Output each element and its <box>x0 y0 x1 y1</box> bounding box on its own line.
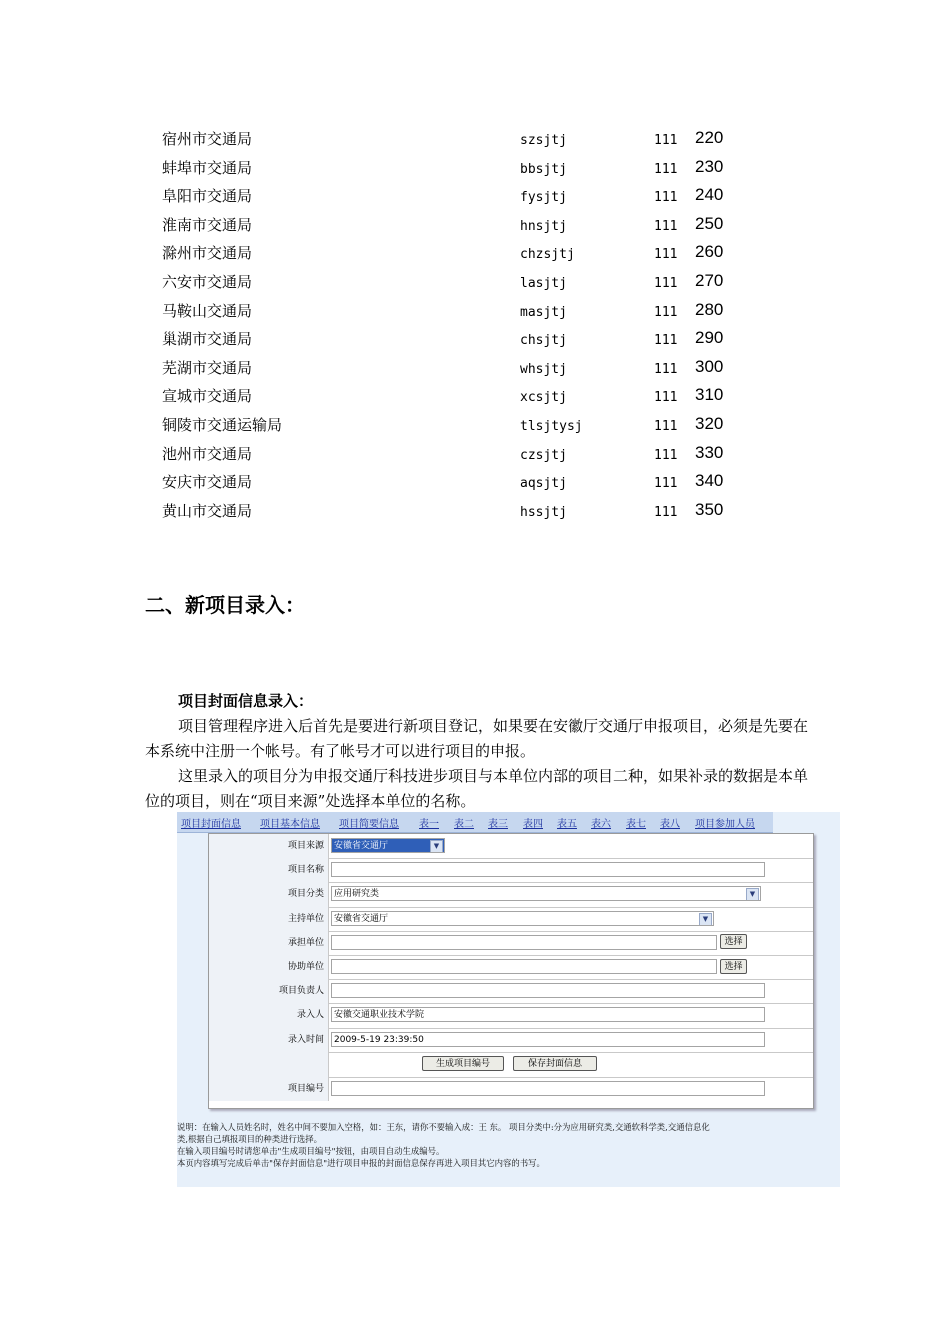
account-table <box>162 127 762 527</box>
category-select[interactable] <box>331 886 761 901</box>
paragraph-2 <box>145 764 815 814</box>
account-username: hnsjtj <box>520 218 567 234</box>
account-password: 111 <box>654 476 678 492</box>
account-code: 260 <box>695 242 724 262</box>
account-username: whsjtj <box>520 361 567 377</box>
account-code: 230 <box>695 156 724 176</box>
account-password: 111 <box>654 275 678 291</box>
row-buttons <box>209 1052 813 1078</box>
row-source <box>209 834 813 859</box>
assist-input[interactable] <box>331 959 717 974</box>
account-code: 330 <box>695 442 724 462</box>
account-row <box>162 356 762 385</box>
entry-time-label: 录入时间 <box>209 1028 329 1052</box>
account-row <box>162 413 762 442</box>
account-username: aqsjtj <box>520 476 567 492</box>
account-code: 310 <box>695 385 724 405</box>
leader-label: 项目负责人 <box>209 979 329 1003</box>
category-value: 应用研究类 <box>334 889 380 900</box>
account-name: 安庆市交通局 <box>162 473 253 492</box>
account-code: 250 <box>695 213 724 233</box>
account-password: 111 <box>654 447 678 463</box>
source-value: 安徽省交通厅 <box>334 841 389 851</box>
tab-table-2[interactable]: 表二 <box>454 819 474 830</box>
paragraph-2-text: 这里录入的项目分为申报交通厅科技进步项目与本单位内部的项目二种，如果补录的数据是本单位的项目，则在“项目来源”处选择本单位的名称。 <box>145 767 809 810</box>
note-line: 在输入项目编号时请您单击"生成项目编号"按钮，由项目自动生成编号。 <box>177 1146 445 1156</box>
row-assist <box>209 955 813 980</box>
row-name <box>209 858 813 883</box>
account-name: 池州市交通局 <box>162 444 253 463</box>
tab-table-3[interactable]: 表三 <box>488 819 508 830</box>
account-row <box>162 442 762 471</box>
account-name: 六安市交通局 <box>162 272 253 291</box>
account-username: czsjtj <box>520 447 567 463</box>
account-name: 芜湖市交通局 <box>162 358 253 377</box>
host-select[interactable] <box>331 911 714 926</box>
name-input[interactable] <box>331 862 765 877</box>
project-no-label: 项目编号 <box>209 1077 329 1101</box>
assist-select-button[interactable]: 选择 <box>720 959 747 974</box>
account-row <box>162 127 762 156</box>
tab-bar <box>177 812 773 833</box>
generate-number-button[interactable]: 生成项目编号 <box>422 1056 504 1071</box>
note-line: 类,根据自己填报项目的种类进行选择。 <box>177 1134 323 1144</box>
account-password: 111 <box>654 218 678 234</box>
account-row <box>162 470 762 499</box>
account-username: xcsjtj <box>520 390 567 406</box>
row-project-no <box>209 1077 813 1101</box>
undertaker-input[interactable] <box>331 935 717 950</box>
tab-table-6[interactable]: 表六 <box>591 819 611 830</box>
tab-brief-info[interactable]: 项目简要信息 <box>339 819 399 830</box>
buttons-label-cell <box>209 1052 329 1077</box>
tab-table-4[interactable]: 表四 <box>523 819 543 830</box>
account-name: 铜陵市交通运输局 <box>162 415 283 434</box>
paragraph-1 <box>145 714 815 764</box>
account-username: chzsjtj <box>520 247 575 263</box>
host-label: 主持单位 <box>209 907 329 931</box>
note-line: 说明：在输入人员姓名时，姓名中间不要加入空格，如：王东，请你不要输入成：王 东。 项目分类中:分为应用研究类,交通软科学类,交通信息化 <box>177 1122 710 1132</box>
account-username: bbsjtj <box>520 161 567 177</box>
row-undertaker <box>209 931 813 956</box>
account-password: 111 <box>654 333 678 349</box>
account-name: 马鞍山交通局 <box>162 301 253 320</box>
account-code: 240 <box>695 185 724 205</box>
account-code: 300 <box>695 356 724 376</box>
account-row <box>162 241 762 270</box>
leader-input[interactable] <box>331 983 765 998</box>
tab-table-8[interactable]: 表八 <box>660 819 680 830</box>
source-select[interactable] <box>331 838 445 853</box>
tab-table-7[interactable]: 表七 <box>626 819 646 830</box>
chevron-down-icon[interactable]: ▼ <box>430 840 443 853</box>
paragraph-1-text: 项目管理程序进入后首先是要进行新项目登记，如果要在安徽厅交通厅申报项目，必须是先要在本系统中注册一个帐号。有了帐号才可以进行项目的申报。 <box>145 717 809 760</box>
account-code: 220 <box>695 128 724 147</box>
save-cover-button[interactable]: 保存封面信息 <box>513 1056 597 1071</box>
account-password: 111 <box>654 161 678 177</box>
tab-basic-info[interactable]: 项目基本信息 <box>260 819 320 830</box>
account-code: 350 <box>695 499 724 519</box>
account-code: 270 <box>695 270 724 290</box>
name-label: 项目名称 <box>209 858 329 882</box>
account-username: fysjtj <box>520 190 567 206</box>
chevron-down-icon[interactable]: ▼ <box>699 913 712 926</box>
row-entrant <box>209 1003 813 1028</box>
account-row <box>162 384 762 413</box>
cover-info-form <box>208 833 814 1109</box>
account-row <box>162 156 762 185</box>
account-username: masjtj <box>520 304 567 320</box>
account-password: 111 <box>654 190 678 206</box>
tab-table-5[interactable]: 表五 <box>557 819 577 830</box>
account-row <box>162 327 762 356</box>
section-heading: 二、新项目录入： <box>145 593 305 617</box>
account-name: 巢湖市交通局 <box>162 330 253 349</box>
account-password: 111 <box>654 133 678 148</box>
entry-time-input[interactable]: 2009-5-19 23:39:50 <box>331 1032 765 1047</box>
note-line: 本页内容填写完成后单击"保存封面信息"进行项目申报的封面信息保存再进入项目其它内容的书写。 <box>177 1158 545 1168</box>
source-label: 项目来源 <box>209 834 329 858</box>
tab-participants[interactable]: 项目参加人员 <box>695 819 755 830</box>
entrant-label: 录入人 <box>209 1003 329 1027</box>
account-code: 320 <box>695 413 724 433</box>
chevron-down-icon[interactable]: ▼ <box>746 888 759 901</box>
account-name: 阜阳市交通局 <box>162 187 253 206</box>
account-row <box>162 184 762 213</box>
account-code: 280 <box>695 299 724 319</box>
account-name: 滁州市交通局 <box>162 244 253 263</box>
account-password: 111 <box>654 418 678 434</box>
undertaker-select-button[interactable]: 选择 <box>720 934 747 949</box>
account-username: tlsjtysj <box>520 418 583 434</box>
sub-heading: 项目封面信息录入： <box>178 692 314 710</box>
tab-cover-info[interactable]: 项目封面信息 <box>181 819 241 830</box>
host-value: 安徽省交通厅 <box>334 913 389 924</box>
row-category <box>209 882 813 907</box>
row-host <box>209 907 813 932</box>
account-username: lasjtj <box>520 275 567 291</box>
category-label: 项目分类 <box>209 882 329 906</box>
account-username: chsjtj <box>520 333 567 349</box>
form-note <box>177 1121 840 1169</box>
form-screenshot <box>177 812 840 1187</box>
account-username: szsjtj <box>520 133 567 148</box>
account-row <box>162 270 762 299</box>
account-row <box>162 213 762 242</box>
account-name: 蚌埠市交通局 <box>162 158 253 177</box>
project-no-input[interactable] <box>331 1081 765 1096</box>
account-password: 111 <box>654 504 678 520</box>
undertaker-label: 承担单位 <box>209 931 329 955</box>
account-name: 黄山市交通局 <box>162 501 253 520</box>
account-code: 340 <box>695 471 724 491</box>
account-password: 111 <box>654 361 678 377</box>
account-password: 111 <box>654 390 678 406</box>
entrant-input[interactable]: 安徽交通职业技术学院 <box>331 1007 765 1022</box>
account-row <box>162 499 762 528</box>
assist-label: 协助单位 <box>209 955 329 979</box>
account-name: 淮南市交通局 <box>162 215 253 234</box>
row-leader <box>209 979 813 1004</box>
account-password: 111 <box>654 304 678 320</box>
tab-table-1[interactable]: 表一 <box>419 819 439 830</box>
account-name: 宣城市交通局 <box>162 387 253 406</box>
row-entry-time <box>209 1028 813 1053</box>
account-name: 宿州市交通局 <box>162 130 253 148</box>
account-password: 111 <box>654 247 678 263</box>
account-username: hssjtj <box>520 504 567 520</box>
account-code: 290 <box>695 328 724 348</box>
account-row <box>162 299 762 328</box>
